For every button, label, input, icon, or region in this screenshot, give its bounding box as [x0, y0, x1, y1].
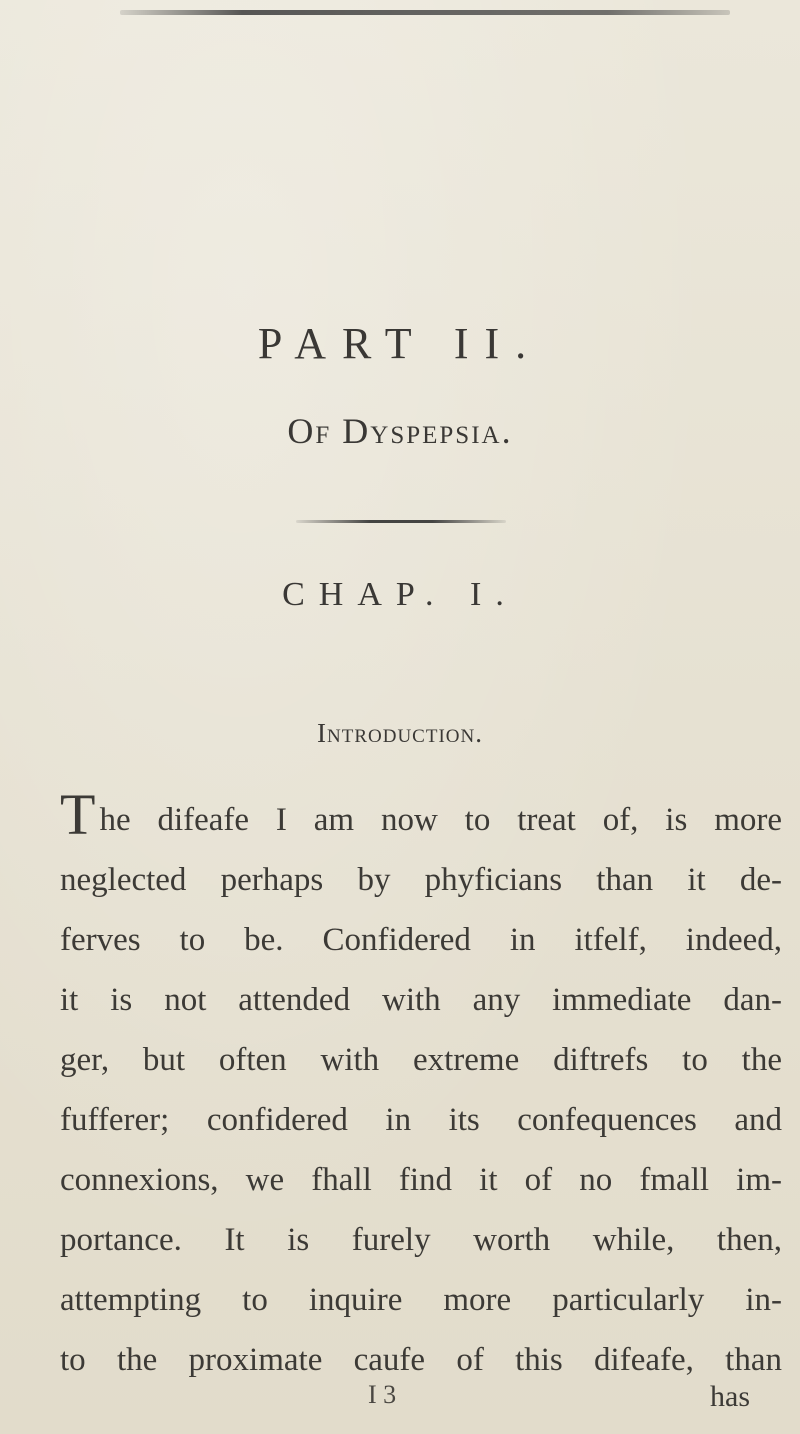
- body-line: ger, but often with extreme diftrefs to the: [60, 1042, 782, 1078]
- part-heading: PART II.: [257, 319, 543, 368]
- drop-cap: T: [60, 782, 96, 847]
- body-line: portance. It is furely worth while, then,: [60, 1222, 782, 1258]
- signature-mark: I 3: [368, 1380, 397, 1409]
- body-line: connexions, we fhall find it of no fmall im-: [60, 1162, 782, 1198]
- body-line: attempting to inquire more particularly in-: [60, 1282, 782, 1318]
- body-line-text: he difeafe I am now to treat of, is more: [99, 802, 782, 838]
- body-line: it is not attended with any immediate dan-: [60, 982, 782, 1018]
- body-line: to the proximate caufe of this difeafe, than: [60, 1342, 782, 1378]
- body-text: [60, 782, 782, 1390]
- page-footer: [0, 1380, 800, 1420]
- section-heading: Of Dyspepsia.: [287, 411, 513, 451]
- catchword: has: [710, 1380, 750, 1413]
- chapter-heading: CHAP. I.: [282, 576, 518, 613]
- body-line: neglected perhaps by phyficians than it de-: [60, 862, 782, 898]
- ornament-rule: [296, 520, 506, 523]
- body-line: ferves to be. Confidered in itfelf, indeed,: [60, 922, 782, 958]
- body-line: [60, 782, 782, 850]
- body-line: fufferer; confidered in its confequences and: [60, 1102, 782, 1138]
- chapter-subtitle: Introduction.: [317, 718, 483, 748]
- top-rule: [120, 10, 730, 15]
